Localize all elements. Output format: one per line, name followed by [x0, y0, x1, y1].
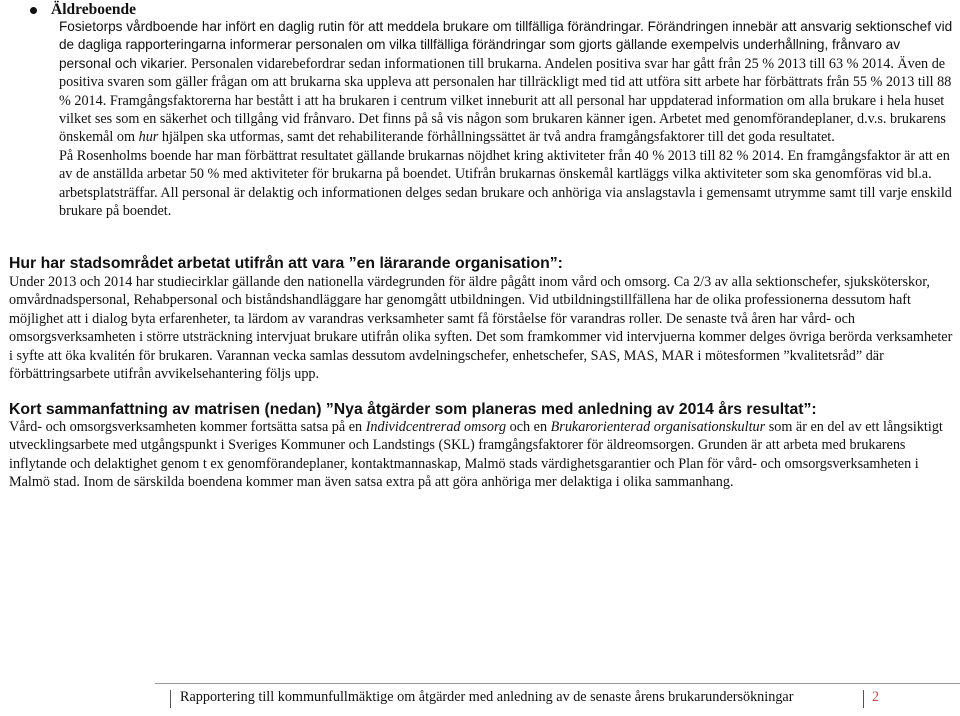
footer-separator [170, 690, 171, 708]
page-number: 2 [872, 689, 880, 705]
heading-matrix-summary: Kort sammanfattning av matrisen (nedan) ”Nya åtgärder som planeras med anledning av 2014 års resultat”: [9, 401, 817, 418]
text-segment: som är en del av ett långsiktigt utvecklingsarbete med utgångspunkt i Sveriges Kommuner och Landstings (SKL) framgångsfaktorer för äldreomsorgen. Grunden är att arbeta med brukarens inflytande och delaktighet genom t ex genomförandeplaner, kontaktmannaskap, Malmö stads värdighetsgarantier och Plan för vård- och omsorgsverksamheten i Malmö stad. Inom de särskilda boendena kommer man även satsa extra på att göra anhöriga mer delaktiga i olika sammanhang. [9, 419, 943, 491]
intro-sans-text: Fosietorps vårdboende har infört en daglig rutin för att meddela brukare om tillfälliga förändringar. Förändringen innebär att ansvarig sektionschef vid de dagliga rapporteringarna informerar personalen om vilka tillfälliga förändringar som gjorts gällande exempelvis underhållning, frånvaro av personal och vikarier. [59, 19, 953, 71]
intro-serif-text: Personalen vidarebefordrar sedan informationen till brukarna. Andelen positiva svar har gått från 25 % 2013 till 63 % 2014. Även de positiva svaren som gäller frågan om att brukarna ska uppleva att personalen har tillräckligt med tid att utföra sitt arbete har förbättrats från 55 % 2013 till 88 % 2014. Framgångsfaktorerna har bestått i att ha brukaren i centrum vilket inneburit att all personal har uppdaterad information om alla brukare i hela huset vilket ses som en säkerhet och tillgång vid frånvaro. Det finns på så vis någon som brukaren känner igen. Arbetet med genomförandeplaner, d.v.s. brukarens önskemål om [59, 55, 952, 146]
paragraph-text: Under 2013 och 2014 har studiecirklar gällande den nationella värdegrunden för äldre pågått inom vård och omsorg. Ca 2/3 av alla sektionschefer, sjuksköterskor, omvårdnadspersonal, Rehabpersonal och biståndshandläggare har genomgått utbildningen. Vid utbildningstillfällena har de olika professionerna dessutom haft möjlighet att i dialog byta erfarenheter, ta lärdom av varandras verksamheter samt få förståelse för varandras roller. De senaste två åren har vård- och omsorgsverksamheten i större utsträckning intervjuat brukare utifrån olika syften. Det som framkommer vid intervjuerna kommer delges övriga berörda verksamheter i syfte att öka kvalitén för brukaren. Varannan vecka samlas dessutom avdelningschefer, enhetschefer, SAS, MAS, MAR i mötesformen ”kvalitetsråd” där förbättringsarbete utifrån avvikelsehantering följs upp. [9, 274, 953, 383]
intro-italic-hur: hur [138, 129, 159, 146]
paragraph-text [9, 418, 954, 492]
paragraph-learning-organisation [9, 273, 954, 383]
italic-term-individcentrerad: Individcentrerad omsorg [365, 419, 507, 435]
text-segment: och en [506, 419, 551, 435]
heading-learning-organisation: Hur har stadsområdet arbetat utifrån att vara ”en lärarande organisation”: [9, 255, 563, 272]
section-paragraph-1 [59, 18, 954, 147]
footer-title: Rapportering till kommunfullmäktige om åtgärder med anledning av de senaste årens brukarundersökningar [180, 689, 794, 705]
rosenholm-paragraph: På Rosenholms boende har man förbättrat resultatet gällande brukarnas nöjdhet kring aktiviteter från 40 % 2013 till 82 % 2014. En framgångsfaktor är att en av de anställda arbetar 50 % med aktiviteter för brukarna på boendet. Utifrån brukarnas önskemål kartläggs vilka aktiviteter som ska genomföras vid bl.a. arbetsplatsträffar. All personal är delaktig och informationen delges sedan brukare och anhöriga via anslagstavla i gemensamt utrymme samt till varje enskild brukare på boendet. [59, 147, 952, 220]
section-title: Äldreboende [51, 1, 136, 18]
footer-rule [155, 683, 960, 684]
footer-page-divider [863, 690, 864, 708]
intro-serif-after: hjälpen ska utformas, samt det rehabiliterande förhållningssättet är två andra framgångsfaktorer till det goda resultatet. [158, 129, 835, 146]
section-body [59, 18, 954, 220]
paragraph-matrix-summary [9, 418, 954, 492]
italic-term-brukarorienterad: Brukarorienterad organisationskultur [550, 419, 766, 435]
text-segment: Vård- och omsorgsverksamheten kommer fortsätta satsa på en [9, 419, 366, 435]
page-footer [0, 683, 960, 716]
section-bullet [30, 1, 136, 19]
bullet-icon [30, 7, 37, 14]
